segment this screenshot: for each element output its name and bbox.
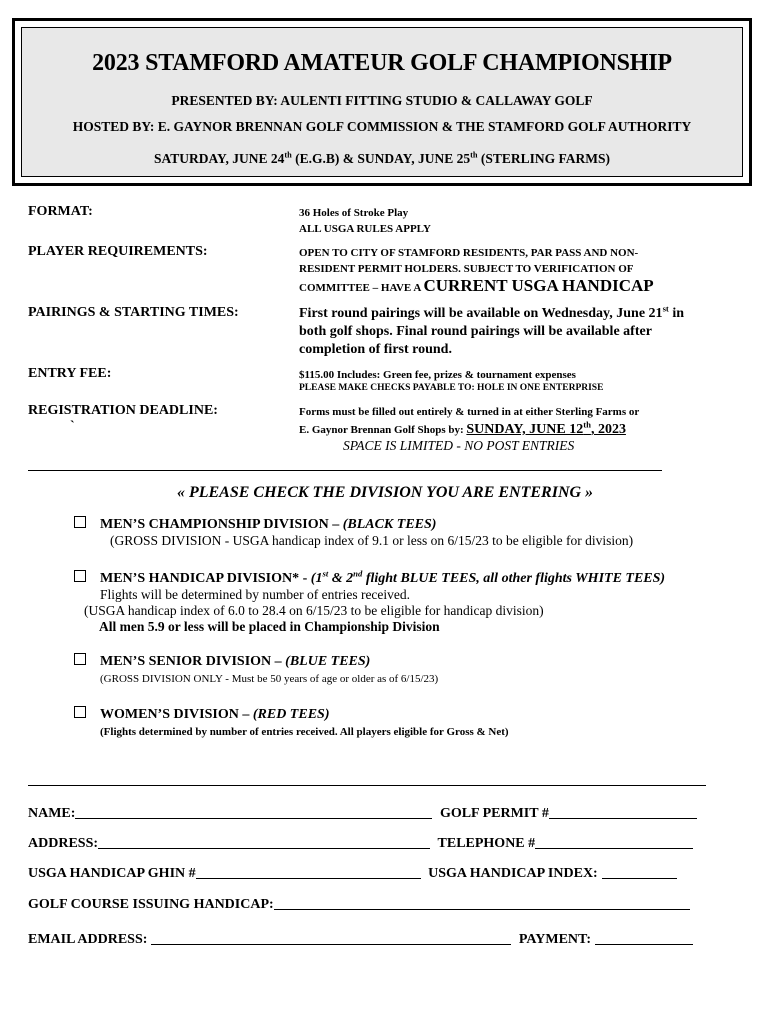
handicap-index-field[interactable] [602,864,677,879]
golf-course-field[interactable] [274,895,690,910]
header-inner [21,27,743,177]
ghin-field[interactable] [196,864,421,879]
requirements-value: OPEN TO CITY OF STAMFORD RESIDENTS, PAR PASS AND NON- RESIDENT PERMIT HOLDERS. SUBJECT TO VERIFICATION OF COMMITTEE – HAVE A CURRENT USGA HANDICAP [299,247,654,295]
form-divider [28,785,706,786]
presented-by: PRESENTED BY: AULENTI FITTING STUDIO & CALLAWAY GOLF [171,93,593,108]
division-handicap: MEN’S HANDICAP DIVISION* - (1st & 2nd flight BLUE TEES, all other flights WHITE TEES) Flights will be determined by number of entries received. (USGA handicap index of 6.0 to 28.4 on 6/15/23 to be eligible for handicap division) All men 5.9 or less will be placed in Championship Division [74,570,754,635]
entry-fee-label: ENTRY FEE: [28,366,112,381]
document-title: 2023 STAMFORD AMATEUR GOLF CHAMPIONSHIP [92,50,672,76]
division-women: WOMEN’S DIVISION – (RED TEES) (Flights determined by number of entries received. All players eligible for Gross & Net) [74,706,754,738]
course-row: GOLF COURSE ISSUING HANDICAP: [28,895,718,913]
address-row: ADDRESS: TELEPHONE # [28,834,718,852]
pairings-value: First round pairings will be available on Wednesday, June 21st in both golf shops. Final round pairings will be available after completion of first round. [299,303,685,357]
division-senior: MEN’S SENIOR DIVISION – (BLUE TEES) (GROSS DIVISION ONLY - Must be 50 years of age or older as of 6/15/23) [74,653,754,685]
senior-checkbox[interactable] [74,653,86,665]
section-divider [28,470,662,471]
address-field[interactable] [98,834,430,849]
payment-field[interactable] [595,930,693,945]
name-row: NAME: GOLF PERMIT # [28,804,718,822]
divisions-heading: « PLEASE CHECK THE DIVISION YOU ARE ENTERING » [176,484,594,501]
ghin-row: USGA HANDICAP GHIN # USGA HANDICAP INDEX: [28,864,718,882]
golf-permit-field[interactable] [549,804,697,819]
handicap-checkbox[interactable] [74,570,86,582]
format-value: 36 Holes of Stroke Play ALL USGA RULES APPLY [299,207,431,235]
name-field[interactable] [75,804,432,819]
email-row: EMAIL ADDRESS: PAYMENT: [28,930,718,948]
header-box [12,18,752,186]
event-dates: SATURDAY, JUNE 24th (E.G.B) & SUNDAY, JUNE 25th (STERLING FARMS) [153,150,611,166]
email-field[interactable] [151,930,511,945]
registration-label: REGISTRATION DEADLINE: [28,403,218,418]
pairings-label: PAIRINGS & STARTING TIMES: [28,305,239,320]
requirements-label: PLAYER REQUIREMENTS: [28,244,208,259]
registration-value: Forms must be filled out entirely & turned in at either Sterling Farms or E. Gaynor Brennan Golf Shops by: SUNDAY, JUNE 12th, 2023 SPACE IS LIMITED - NO POST ENTRIES [299,406,640,453]
entry-fee-value: $115.00 Includes: Green fee, prizes & tournament expenses PLEASE MAKE CHECKS PAYABLE TO: HOLE IN ONE ENTERPRISE [299,369,604,393]
telephone-field[interactable] [535,834,693,849]
hosted-by: HOSTED BY: E. GAYNOR BRENNAN GOLF COMMISSION & THE STAMFORD GOLF AUTHORITY [72,119,692,134]
women-checkbox[interactable] [74,706,86,718]
championship-checkbox[interactable] [74,516,86,528]
division-championship: MEN’S CHAMPIONSHIP DIVISION – (BLACK TEES) (GROSS DIVISION - USGA handicap index of 9.1 or less on 6/15/23 to be eligible for division) [74,516,754,549]
format-label: FORMAT: [28,204,93,219]
